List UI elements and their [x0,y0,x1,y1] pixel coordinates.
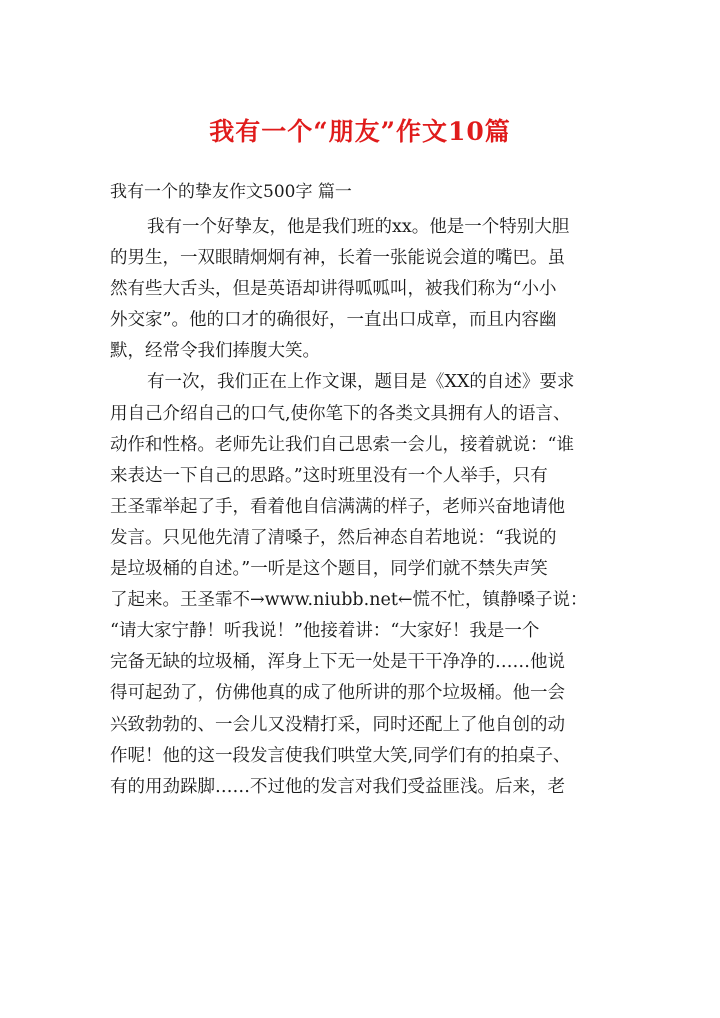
text-line: “请大家宁静！听我说！”他接着讲：“大家好！我是一个 [110,621,540,642]
section-heading: 我有一个的挚友作文500字 篇一 [110,182,352,202]
document-body [110,212,612,803]
text-line: 用自己介绍自己的口气,使你笔下的各类文具拥有人的语言、 [110,403,571,424]
text-line: 动作和性格。老师先让我们自己思索一会儿，接着就说：“谁 [110,434,574,455]
text-line: 的男生，一双眼睛炯炯有神，长着一张能说会道的嘴巴。虽 [110,248,565,269]
text-line: 了起来。王圣霏不→www.niubb.net←慌不忙，镇静嗓子说： [110,590,588,611]
text-line: 兴致勃勃的、一会儿又没精打采，同时还配上了他自创的动 [110,714,565,735]
text-line: 完备无缺的垃圾桶，浑身上下无一处是干干净净的……他说 [110,652,565,673]
text-line: 是垃圾桶的自述。”一听是这个题目，同学们就不禁失声笑 [110,559,548,580]
text-line: 有的用劲跺脚……不过他的发言对我们受益匪浅。后来，老 [110,776,565,797]
text-line: 发言。只见他先清了清嗓子，然后神态自若地说：“我说的 [110,527,557,548]
text-line: 默，经常令我们捧腹大笑。 [110,341,320,362]
text-line: 然有些大舌头，但是英语却讲得呱呱叫，被我们称为“小小 [110,279,557,300]
text-line: 有一次，我们正在上作文课，题目是《XX的自述》要求 [147,372,575,393]
text-line: 作呢！他的这一段发言使我们哄堂大笑,同学们有的拍桌子、 [110,745,571,766]
document-title: 我有一个“朋友”作文10篇 [209,117,511,146]
text-line: 得可起劲了，仿佛他真的成了他所讲的那个垃圾桶。他一会 [110,683,565,704]
text-line: 我有一个好挚友，他是我们班的xx。他是一个特别大胆 [147,217,570,237]
text-line: 外交家”。他的口才的确很好，一直出口成章，而且内容幽 [110,310,557,331]
text-line: 王圣霏举起了手，看着他自信满满的样子，老师兴奋地请他 [110,496,565,517]
text-line: 来表达一下自己的思路。”这时班里没有一个人举手，只有 [110,465,548,486]
